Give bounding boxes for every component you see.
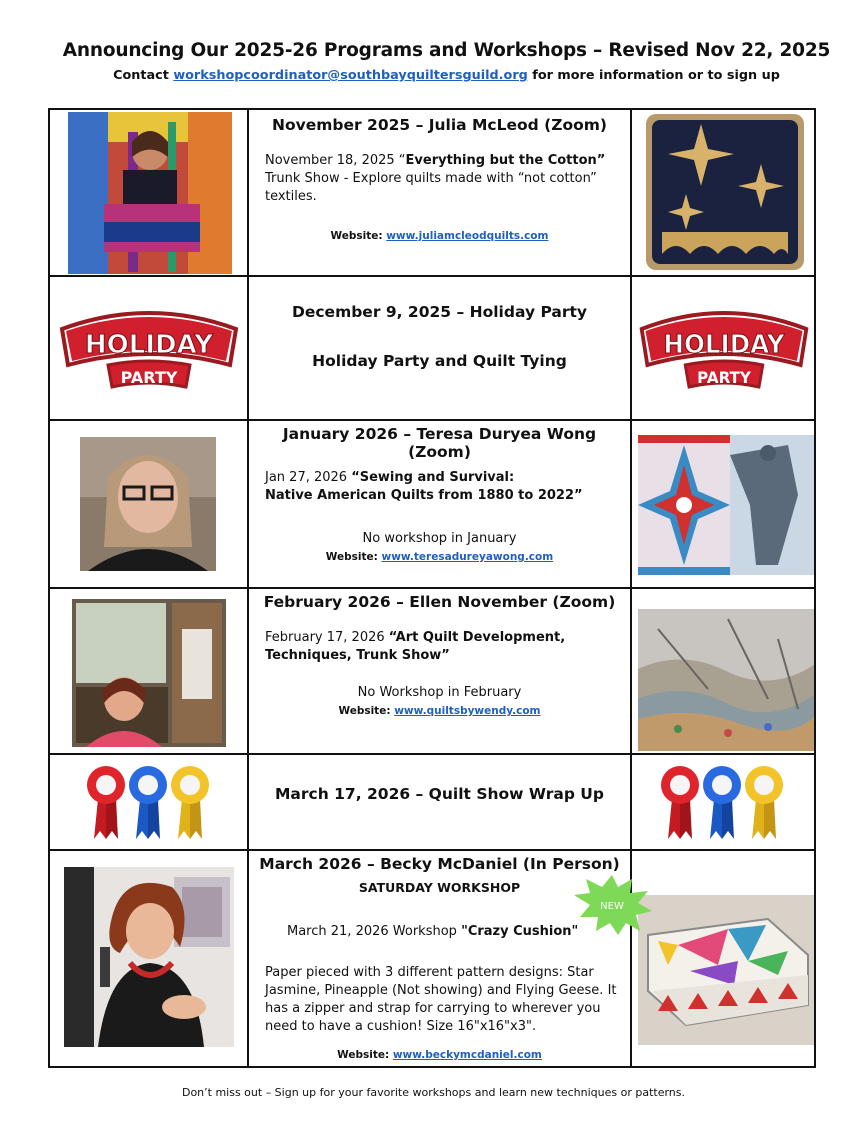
website-link-quiltsbywendy[interactable]: www.quiltsbywendy.com	[394, 705, 541, 717]
crazy-cushion-image	[638, 895, 814, 1045]
program-title: February 2026 – Ellen November (Zoom)	[263, 593, 616, 611]
holiday-party-logo-right	[636, 303, 812, 391]
holiday-logo-text-top: HOLIDAY	[663, 329, 785, 360]
website-label: Website:	[338, 705, 391, 717]
row-left-image-cell	[50, 851, 249, 1066]
website-label: Website:	[330, 230, 383, 242]
program-title: March 17, 2026 – Quilt Show Wrap Up	[275, 785, 604, 803]
program-event-line2: Techniques, Trunk Show”	[265, 648, 450, 663]
row-detail-cell	[249, 277, 632, 419]
program-event-line2: Native American Quilts from 1880 to 2022”	[265, 488, 583, 503]
julia-mcleod-photo	[68, 112, 232, 274]
row-detail-cell	[249, 110, 632, 275]
website-line	[249, 1049, 630, 1061]
program-subtitle: Holiday Party and Quilt Tying	[312, 352, 567, 370]
holiday-logo-text-top: HOLIDAY	[84, 330, 214, 360]
contact-prefix: Contact	[113, 68, 169, 83]
program-date: November 18, 2025 “	[265, 153, 406, 168]
row-detail-cell	[249, 589, 632, 753]
red-ribbon-icon	[87, 766, 125, 839]
program-row-november	[48, 108, 816, 275]
new-badge	[570, 873, 654, 935]
row-right-image-cell	[632, 421, 814, 587]
program-event-line1: “Sewing and Survival:	[351, 470, 515, 485]
row-right-image-cell	[632, 110, 814, 275]
row-right-image-cell	[632, 277, 814, 419]
program-date: February 17, 2026	[265, 630, 389, 645]
program-row-march-wrapup	[48, 753, 816, 849]
program-event-line1: “Art Quilt Development,	[388, 630, 566, 645]
holiday-logo-text-bottom: PARTY	[697, 368, 751, 388]
footer-note: Don’t miss out – Sign up for your favorite workshops and learn new techniques or patterns.	[181, 1086, 686, 1099]
program-description	[265, 152, 625, 206]
program-description	[265, 469, 625, 505]
program-body: Paper pieced with 3 different pattern designs: Star Jasmine, Pineapple (Not showing) and Flying Geese. It has a zipper and strap for carrying to wherever you need to have a cushion! Size 16"x16"x3".	[265, 965, 617, 1034]
becky-mcdaniel-photo	[64, 867, 234, 1047]
program-description	[265, 629, 625, 665]
row-left-image-cell	[50, 110, 249, 275]
program-event-name: "Crazy Cushion"	[461, 924, 579, 939]
program-date-line	[287, 923, 617, 941]
award-ribbons-left	[86, 765, 212, 841]
row-left-image-cell	[50, 589, 249, 753]
holiday-party-logo-left	[56, 303, 242, 391]
gold-ribbon-icon	[171, 766, 209, 839]
native-quilt-statue-image	[638, 435, 814, 575]
row-right-image-cell	[632, 851, 814, 1066]
program-note: No workshop in January	[362, 531, 517, 546]
program-title: January 2026 – Teresa Duryea Wong (Zoom)	[282, 425, 597, 461]
website-line	[249, 230, 630, 242]
gold-ribbon-icon	[745, 766, 783, 839]
program-title: November 2025 – Julia McLeod (Zoom)	[272, 116, 607, 134]
program-subtitle: SATURDAY WORKSHOP	[358, 880, 521, 895]
row-detail-cell	[249, 755, 632, 849]
blue-ribbon-icon	[129, 766, 167, 839]
website-line	[249, 705, 630, 717]
row-detail-cell	[249, 421, 632, 587]
program-table	[48, 108, 816, 1068]
program-note: No Workshop in February	[357, 685, 522, 700]
program-title: December 9, 2025 – Holiday Party	[291, 303, 587, 321]
teresa-wong-photo	[80, 437, 216, 571]
star-quilt-image	[646, 114, 804, 270]
red-ribbon-icon	[661, 766, 699, 839]
program-date: Jan 27, 2026	[265, 470, 352, 485]
row-left-image-cell	[50, 277, 249, 419]
program-row-january	[48, 419, 816, 587]
program-date: March 21, 2026 Workshop	[287, 924, 462, 939]
header-title: Announcing Our 2025-26 Programs and Workshops – Revised Nov 22, 2025	[62, 40, 831, 61]
website-link-juliamcleod[interactable]: www.juliamcleodquilts.com	[386, 230, 549, 242]
program-row-february	[48, 587, 816, 753]
row-left-image-cell	[50, 755, 249, 849]
art-quilt-image	[638, 609, 814, 751]
row-right-image-cell	[632, 755, 814, 849]
ellen-november-photo	[72, 599, 226, 747]
header-contact	[0, 68, 867, 83]
website-label: Website:	[337, 1049, 390, 1061]
row-right-image-cell	[632, 589, 814, 753]
new-badge-text: NEW	[600, 901, 624, 912]
contact-email-link[interactable]: workshopcoordinator@southbayquiltersguild.org	[173, 68, 528, 83]
row-left-image-cell	[50, 421, 249, 587]
program-row-december	[48, 275, 816, 419]
holiday-logo-text-bottom: PARTY	[120, 368, 178, 387]
blue-ribbon-icon	[703, 766, 741, 839]
program-body: Trunk Show - Explore quilts made with “not cotton” textiles.	[265, 171, 597, 204]
website-link-beckymcdaniel[interactable]: www.beckymcdaniel.com	[392, 1049, 542, 1061]
website-link-teresadureyawong[interactable]: www.teresadureyawong.com	[381, 551, 554, 563]
program-event-name: Everything but the Cotton”	[405, 153, 606, 168]
website-label: Website:	[325, 551, 378, 563]
contact-suffix: for more information or to sign up	[532, 68, 780, 83]
program-row-march-workshop	[48, 849, 816, 1068]
program-title: March 2026 – Becky McDaniel (In Person)	[259, 855, 620, 873]
award-ribbons-right	[660, 765, 786, 841]
website-line	[249, 551, 630, 563]
